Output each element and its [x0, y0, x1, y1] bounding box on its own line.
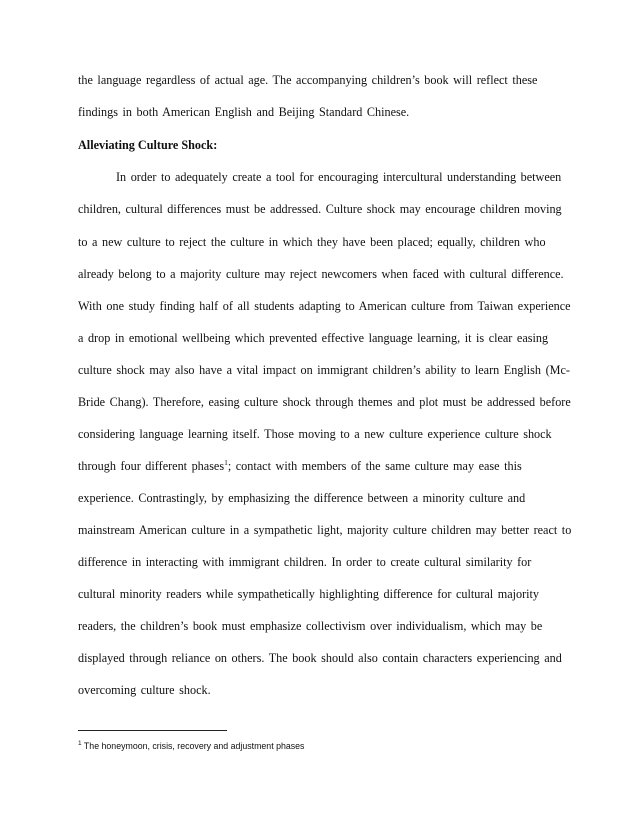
body-line: displayed through reliance on others. The book should also contain characters experiencing and: [78, 651, 562, 665]
footnote-marker: 1: [78, 740, 82, 748]
section-heading: Alleviating Culture Shock:: [78, 138, 218, 152]
body-line: mainstream American culture in a sympathetic light, majority culture children may better react to: [78, 523, 572, 537]
body-line: overcoming culture shock.: [78, 683, 211, 697]
body-line: culture shock may also have a vital impact on immigrant children’s ability to learn English (Mc-: [78, 363, 570, 377]
body-line: already belong to a majority culture may reject newcomers when faced with cultural difference.: [78, 267, 564, 281]
body-line: findings in both American English and Beijing Standard Chinese.: [78, 105, 410, 119]
body-line: readers, the children’s book must emphasize collectivism over individualism, which may be: [78, 619, 543, 633]
footnote: [78, 740, 304, 752]
body-line: Bride Chang). Therefore, easing culture shock through themes and plot must be addressed before: [78, 395, 571, 409]
footnote-divider: [78, 730, 227, 731]
body-line: difference in interacting with immigrant children. In order to create cultural similarity for: [78, 555, 532, 569]
body-line-with-footnote: [78, 458, 522, 474]
body-text: through four different phases: [78, 459, 225, 473]
body-line: a drop in emotional wellbeing which prevented effective language learning, it is clear easing: [78, 331, 549, 345]
body-line: With one study finding half of all students adapting to American culture from Taiwan experience: [78, 299, 571, 313]
footnote-text: The honeymoon, crisis, recovery and adjustment phases: [83, 741, 305, 751]
paragraph-first-line: In order to adequately create a tool for encouraging intercultural understanding between: [116, 170, 562, 184]
body-text: ; contact with members of the same culture may ease this: [227, 459, 522, 473]
body-line: children, cultural differences must be addressed. Culture shock may encourage children moving: [78, 202, 562, 216]
body-line: the language regardless of actual age. The accompanying children’s book will reflect these: [78, 73, 538, 87]
body-line: experience. Contrastingly, by emphasizing the difference between a minority culture and: [78, 491, 526, 505]
body-line: cultural minority readers while sympathetically highlighting difference for cultural majority: [78, 587, 540, 601]
body-line: considering language learning itself. Those moving to a new culture experience culture shock: [78, 427, 552, 441]
footnote-reference[interactable]: 1: [224, 457, 228, 467]
body-line: to a new culture to reject the culture in which they have been placed; equally, children who: [78, 235, 546, 249]
